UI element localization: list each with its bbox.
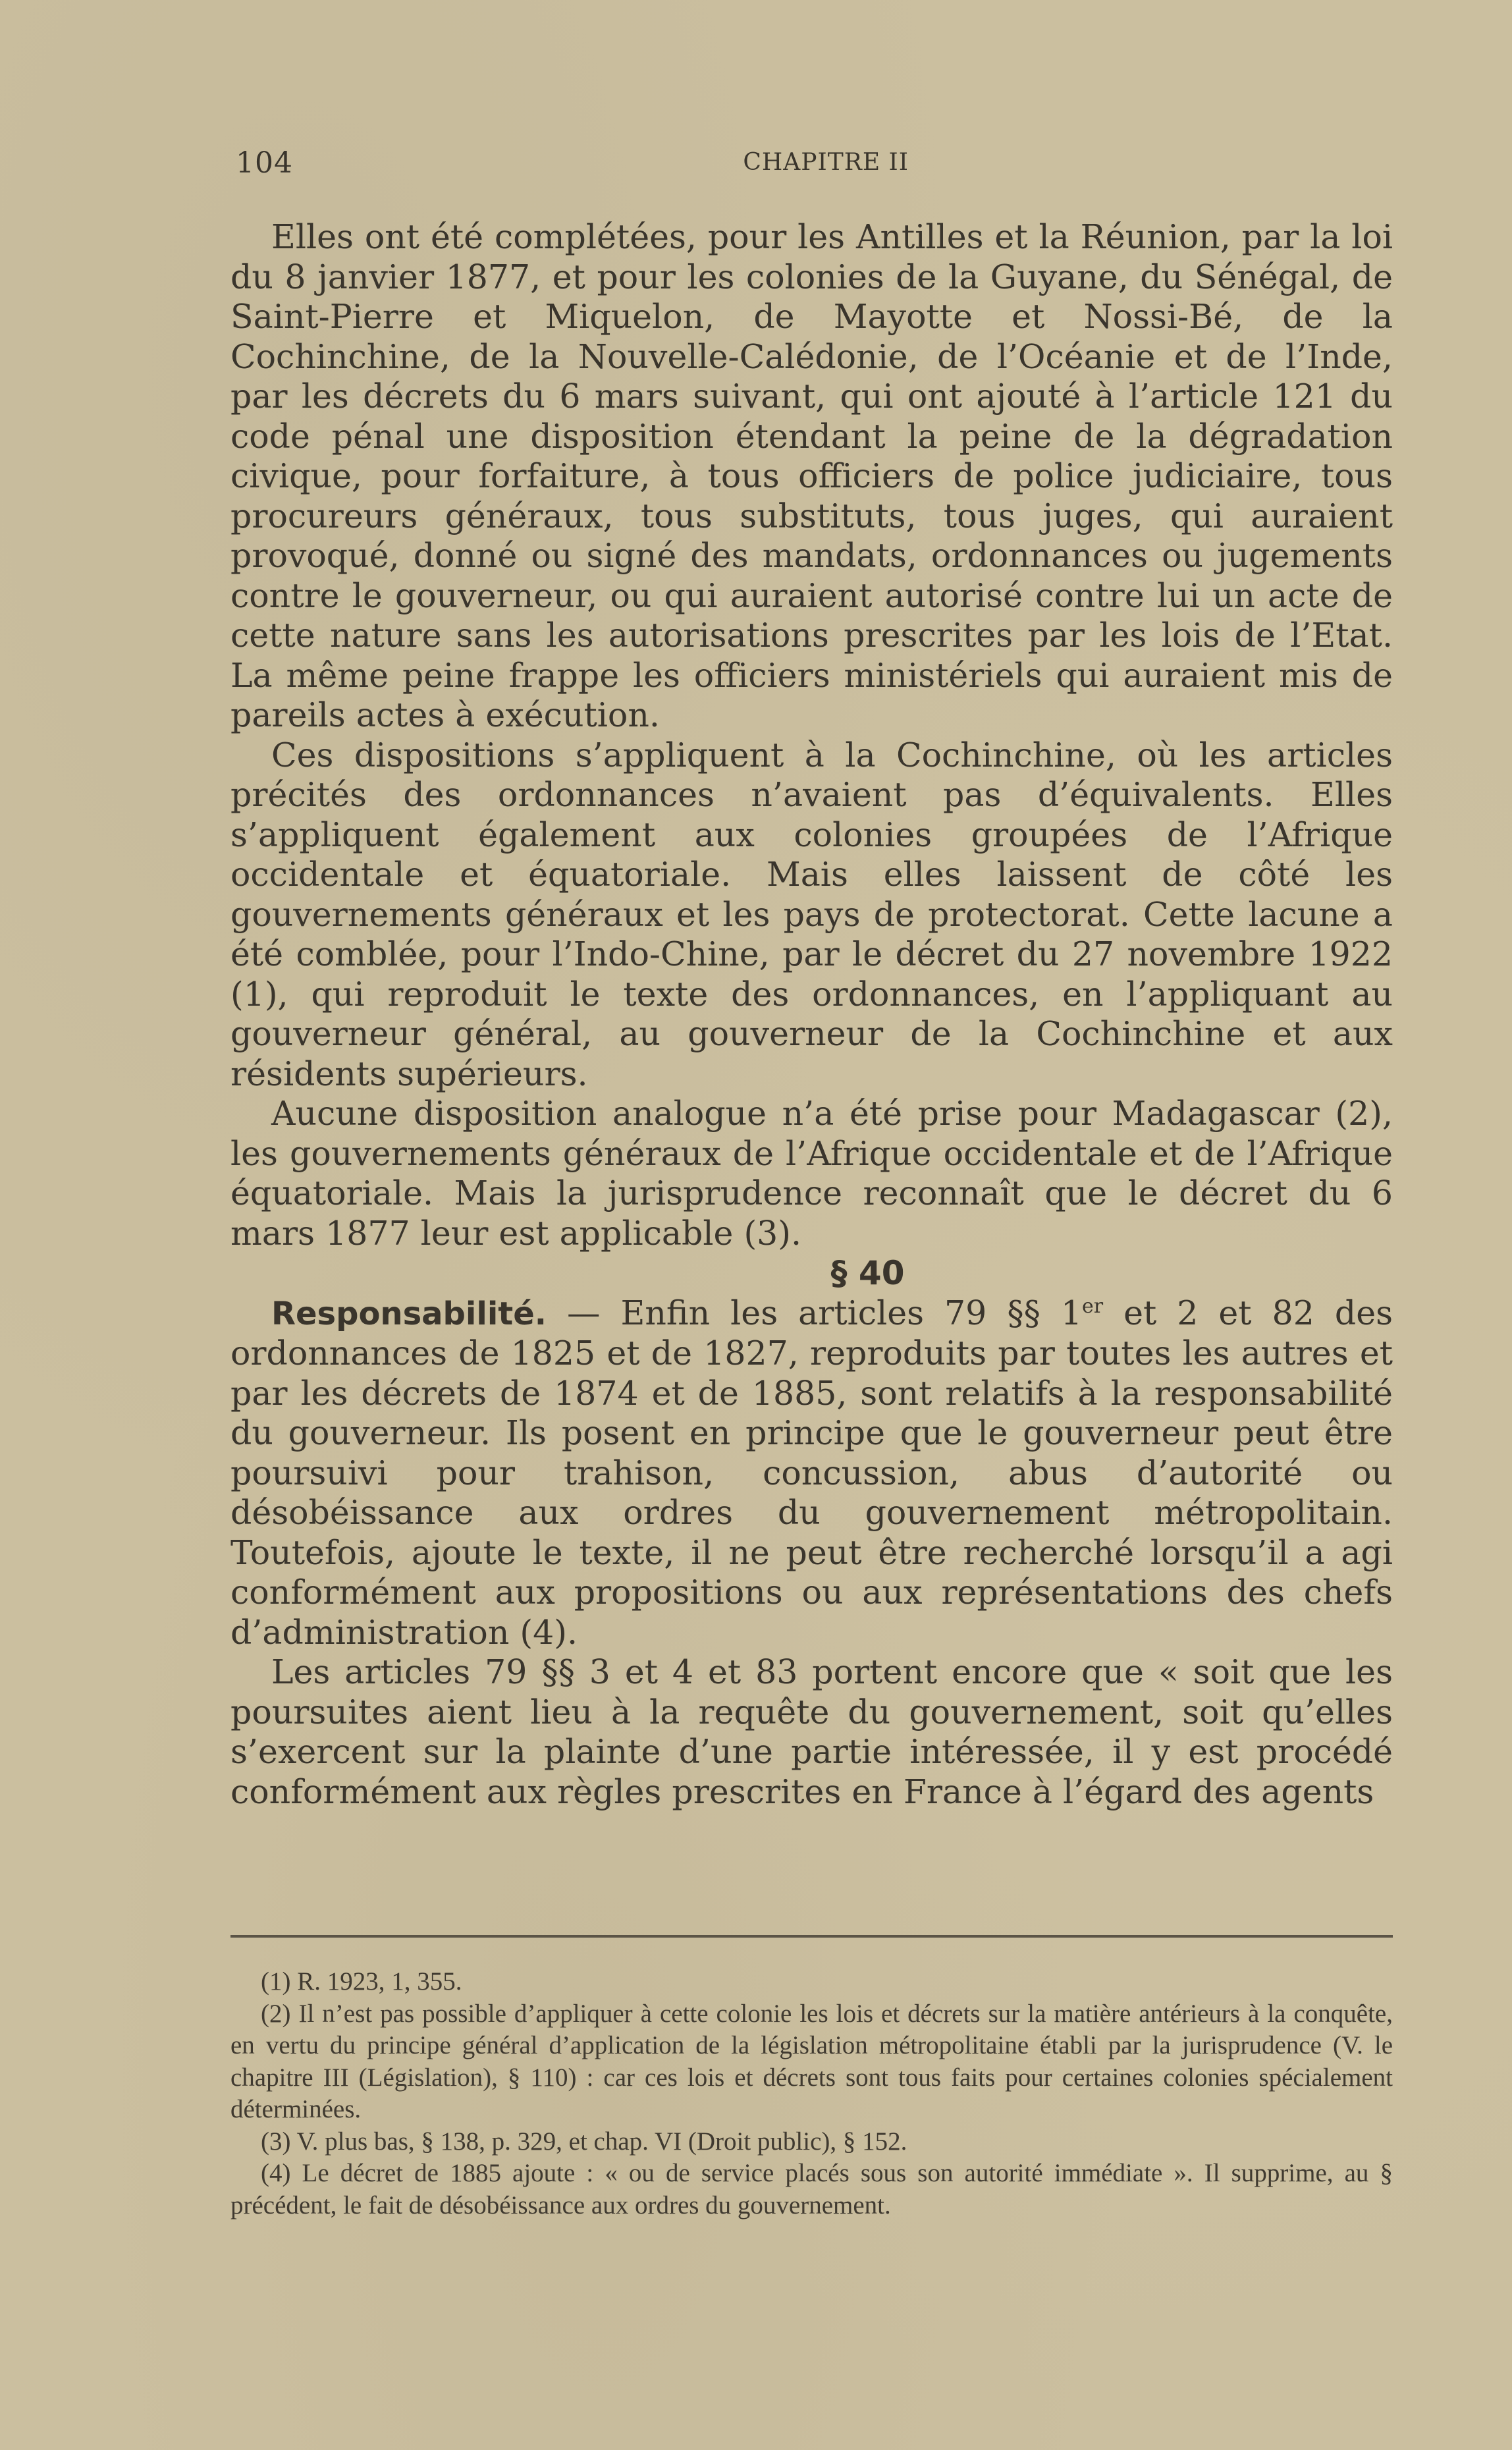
paragraph: Ces dispositions s’appliquent à la Cochinchine, où les articles précités des ordonnances n’avaient pas d’équivalents. Elles s’appliquent également aux colonies groupées de l’Afrique occidentale et équatoriale. Mais elles laissent de côté les gouvernements généraux et les pays de protectorat. Cette lacune a été comblée, pour l’Indo-Chine, par le décret du 27 novembre 1922 (1), qui reproduit le texte des ordonnances, en l’appliquant au gouverneur général, au gouverneur de la Cochinchine et aux résidents supérieurs. xyxy=(230,735,1393,1093)
footnote-2: (2) Il n’est pas possible d’appliquer à cette colonie les lois et décrets sur la matière antérieurs à la conquête, en vertu du principe général d’application de la législation métropolitaine établi par la jurisprudence (V. le chapitre III (Législation), § 110) : car ces lois et décrets sont tous faits pour certaines colonies spécialement déterminées. xyxy=(230,1999,1393,2123)
running-head xyxy=(230,146,1393,186)
paragraph-text: Enfin les articles 79 §§ 1 xyxy=(620,1293,1082,1332)
footnote-rule xyxy=(230,1935,1393,1938)
run-in-heading: Responsabilité. xyxy=(271,1295,547,1332)
paragraph: Aucune disposition analogue n’a été prise pour Madagascar (2), les gouvernements généraux de l’Afrique occidentale et de l’Afrique équatoriale. Mais la jurisprudence reconnaît que le décret du 6 mars 1877 leur est applicable (3). xyxy=(230,1094,1393,1253)
footnote-1: (1) R. 1923, 1, 355. xyxy=(261,1967,462,1996)
page-number: 104 xyxy=(236,146,293,180)
paragraph: Elles ont été complétées, pour les Antilles et la Réunion, par la loi du 8 janvier 1877, et pour les colonies de la Guyane, du Sénégal, de Saint-Pierre et Miquelon, de Mayotte et Nossi-Bé, de la Cochinchine, de la Nouvelle-Calédonie, de l’Océanie et de l’Inde, par les décrets du 6 mars suivant, qui ont ajouté à l’article 121 du code pénal une disposition étendant la peine de la dégradation civique, pour forfaiture, à tous officiers de police judiciaire, tous procureurs généraux, tous substituts, tous juges, qui auraient provoqué, donné ou signé des mandats, ordonnances ou jugements contre le gouverneur, ou qui auraient autorisé contre lui un acte de cette nature sans les autorisations prescrites par les lois de l’Etat. La même peine frappe les officiers ministériels qui auraient mis de pareils actes à exécution. xyxy=(230,217,1393,734)
paragraph-responsabilite xyxy=(230,1293,1393,1653)
footnotes xyxy=(230,1966,1393,2221)
superscript: er xyxy=(1081,1294,1104,1318)
em-dash: — xyxy=(547,1293,621,1332)
paragraph-text: et 2 et 82 des ordonnances de 1825 et de 1827, reproduits par toutes les autres et par les décrets de 1874 et de 1885, sont relatifs à la responsabilité du gouverneur. Ils posent en principe que le gouverneur peut être poursuivi pour trahison, concussion, abus d’autorité ou désobéissance aux ordres du gouvernement métropolitain. Toutefois, ajoute le texte, il ne peut être recherché lorsqu’il a agi conformément aux propositions ou aux représentations des chefs d’administration (4). xyxy=(230,1293,1393,1652)
main-text xyxy=(230,217,1393,1812)
paragraph: Les articles 79 §§ 3 et 4 et 83 portent encore que « soit que les poursuites aient lieu à la requête du gouvernement, soit qu’elles s’exercent sur la plainte d’une partie intéressée, il y est procédé conformément aux règles prescrites en France à l’égard des agents xyxy=(230,1652,1393,1811)
section-heading: § 40 xyxy=(830,1254,905,1292)
chapter-title: CHAPITRE II xyxy=(743,149,909,176)
footnote-4: (4) Le décret de 1885 ajoute : « ou de service placés sous son autorité immédiate ». Il supprime, au § précédent, le fait de désobéissance aux ordres du gouvernement. xyxy=(230,2159,1393,2219)
footnote-3: (3) V. plus bas, § 138, p. 329, et chap. VI (Droit public), § 152. xyxy=(261,2127,907,2156)
